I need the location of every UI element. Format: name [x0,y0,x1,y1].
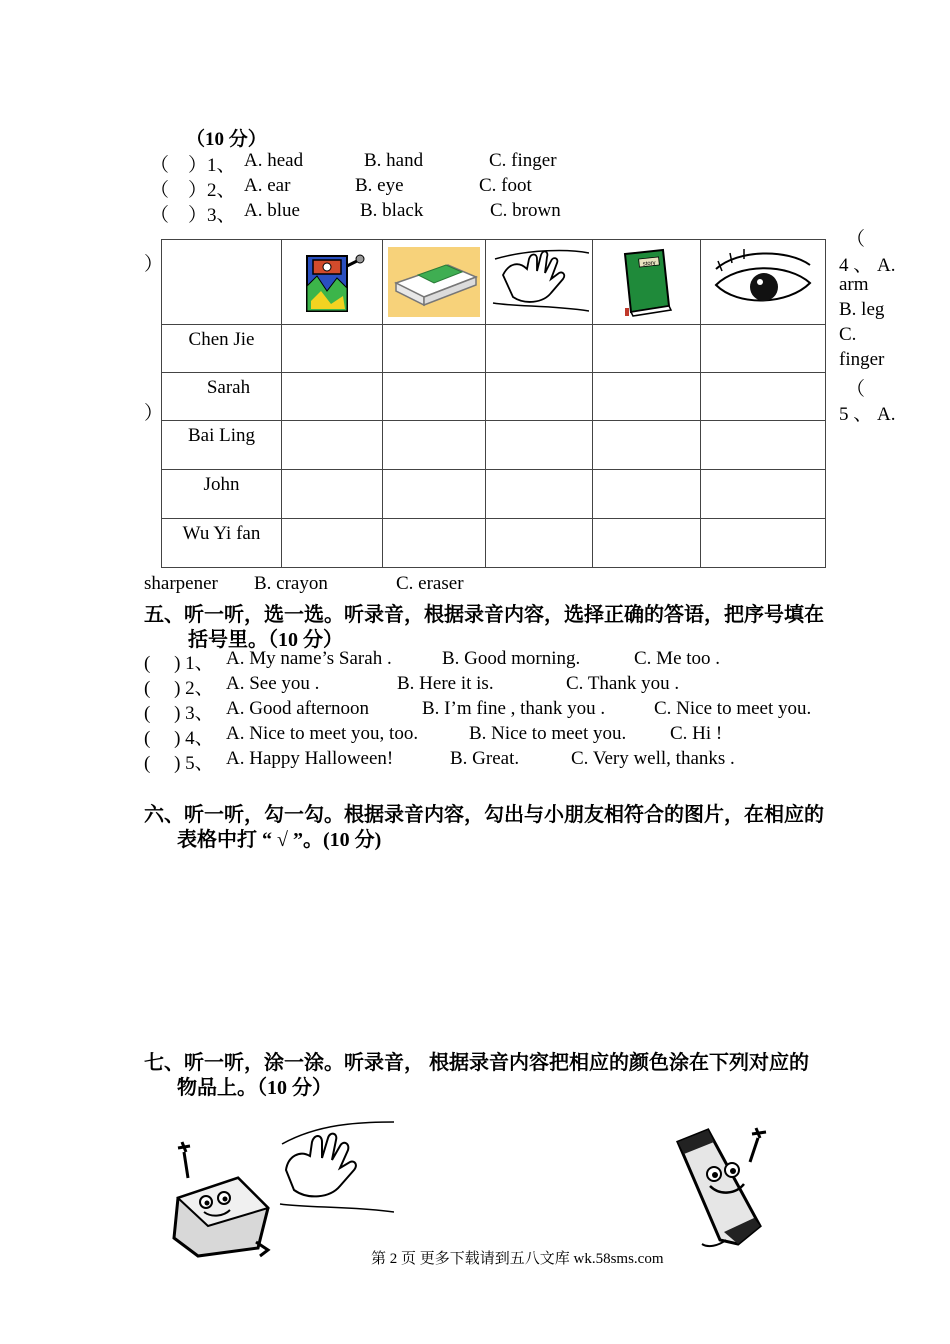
check-cell[interactable] [593,519,701,568]
hand-icon [489,245,589,319]
check-cell[interactable] [383,470,486,519]
q1-option-c: C. finger [489,150,557,171]
table-row [162,373,826,421]
check-cell[interactable] [486,519,593,568]
q5-option-b: B. crayon [254,573,328,594]
table-image-cell [383,240,486,325]
check-cell[interactable] [282,519,383,568]
section7-title-line1: 七、听一听，涂一涂。听录音， 根据录音内容把相应的颜色涂在下列对应的 [144,1052,809,1074]
student-name: Sarah [162,373,282,421]
q2-paren: （ ）2、 [150,180,236,201]
table-corner-cell [162,240,282,325]
q3-option-c: C. brown [490,200,561,221]
s5-q1-option-b: B. Good morning. [442,648,581,669]
q3-option-b: B. black [360,200,424,221]
s5-q3-option-b: B. I’m fine , thank you . [422,698,606,719]
q2-option-b: B. eye [355,175,404,196]
check-cell[interactable] [282,373,383,421]
student-name: Wu Yi fan [162,519,282,568]
student-name: Chen Jie [162,325,282,373]
s5-q5-option-a: A. Happy Halloween! [226,748,394,769]
q5-number: 5 、 A. [839,404,896,425]
eraser-icon [388,247,480,317]
q2-option-a: A. ear [244,175,291,196]
q3-paren: （ ）3、 [150,205,236,226]
table-row [162,421,826,470]
check-cell[interactable] [486,325,593,373]
q5-close-paren: ） [144,403,164,424]
check-cell[interactable] [701,519,826,568]
q4-number: 4 、 A. [839,255,896,276]
section5-title-line2: 括号里。（10 分） [188,629,343,651]
table-row [162,519,826,568]
q4-option-c-word: finger [839,349,885,370]
check-cell[interactable] [486,470,593,519]
sharpener-icon [297,246,367,318]
student-name: John [162,470,282,519]
s5-q1-option-c: C. Me too . [634,648,721,669]
crayon-cartoon-icon [668,1122,778,1254]
s5-q4-option-b: B. Nice to meet you. [469,723,627,744]
check-cell[interactable] [701,421,826,470]
check-cell[interactable] [701,325,826,373]
check-cell[interactable] [282,421,383,470]
table-image-cell [282,240,383,325]
check-cell[interactable] [383,421,486,470]
check-cell[interactable] [282,325,383,373]
check-table [161,239,826,568]
s5-q4-option-a: A. Nice to meet you, too. [226,723,419,744]
section6-title-line1: 六、听一听，勾一勾。根据录音内容，勾出与小朋友相符合的图片，在相应的 [144,804,824,826]
section5-title-line1: 五、听一听，选一选。听录音，根据录音内容，选择正确的答语，把序号填在 [144,604,824,626]
section6-title-line2: 表格中打 “ √ ”。(10 分) [177,829,382,851]
table-image-cell [486,240,593,325]
check-cell[interactable] [593,373,701,421]
table-row [162,325,826,373]
q4-option-a: arm [839,274,869,295]
eraser-cartoon-icon [168,1138,280,1260]
table-image-cell [593,240,701,325]
q1-option-a: A. head [244,150,304,171]
q1-paren: （ ）1、 [150,155,236,176]
check-cell[interactable] [701,373,826,421]
check-cell[interactable] [383,519,486,568]
s5-q1-option-a: A. My name’s Sarah . [226,648,392,669]
s5-q5-option-b: B. Great. [450,748,520,769]
s5-q2-num: ( ) 2、 [144,678,214,699]
s5-q5-option-c: C. Very well, thanks . [571,748,735,769]
check-cell[interactable] [593,421,701,470]
s5-q2-option-b: B. Here it is. [397,673,494,694]
check-cell[interactable] [701,470,826,519]
s5-q2-option-a: A. See you . [226,673,320,694]
s5-q1-num: ( ) 1、 [144,653,214,674]
q5-option-c: C. eraser [396,573,464,594]
student-name: Bai Ling [162,421,282,470]
q5-option-a: sharpener [144,573,218,594]
s5-q3-num: ( ) 3、 [144,703,214,724]
check-cell[interactable] [593,470,701,519]
s5-q2-option-c: C. Thank you . [566,673,680,694]
q4-option-b: B. leg [839,299,885,320]
check-cell[interactable] [486,421,593,470]
q4-open-paren: （ [846,229,866,250]
page-footer: 第 2 页 更多下载请到五八文库 wk.58sms.com [371,1251,664,1267]
section4-score: （10 分） [186,129,267,150]
table-image-cell [701,240,826,325]
book-label: story [641,260,656,268]
check-cell[interactable] [282,470,383,519]
s5-q3-option-c: C. Nice to meet you. [654,698,812,719]
s5-q5-num: ( ) 5、 [144,753,214,774]
q4-option-c-label: C. [839,324,857,345]
check-cell[interactable] [383,373,486,421]
s5-q3-option-a: A. Good afternoon [226,698,369,719]
q5-open-paren: （ [846,379,866,400]
check-cell[interactable] [383,325,486,373]
story-book-icon [619,246,675,318]
table-row [162,470,826,519]
s5-q4-option-c: C. Hi ! [670,723,723,744]
q1-option-b: B. hand [364,150,424,171]
eye-icon [708,247,818,317]
q3-option-a: A. blue [244,200,300,221]
hand-icon [278,1120,394,1216]
q4-close-paren: ） [144,254,164,275]
s5-q4-num: ( ) 4、 [144,728,214,749]
section7-title-line2: 物品上。（10 分） [177,1077,332,1099]
q2-option-c: C. foot [479,175,532,196]
check-cell[interactable] [593,325,701,373]
check-cell[interactable] [486,373,593,421]
table-header-row [162,240,826,325]
